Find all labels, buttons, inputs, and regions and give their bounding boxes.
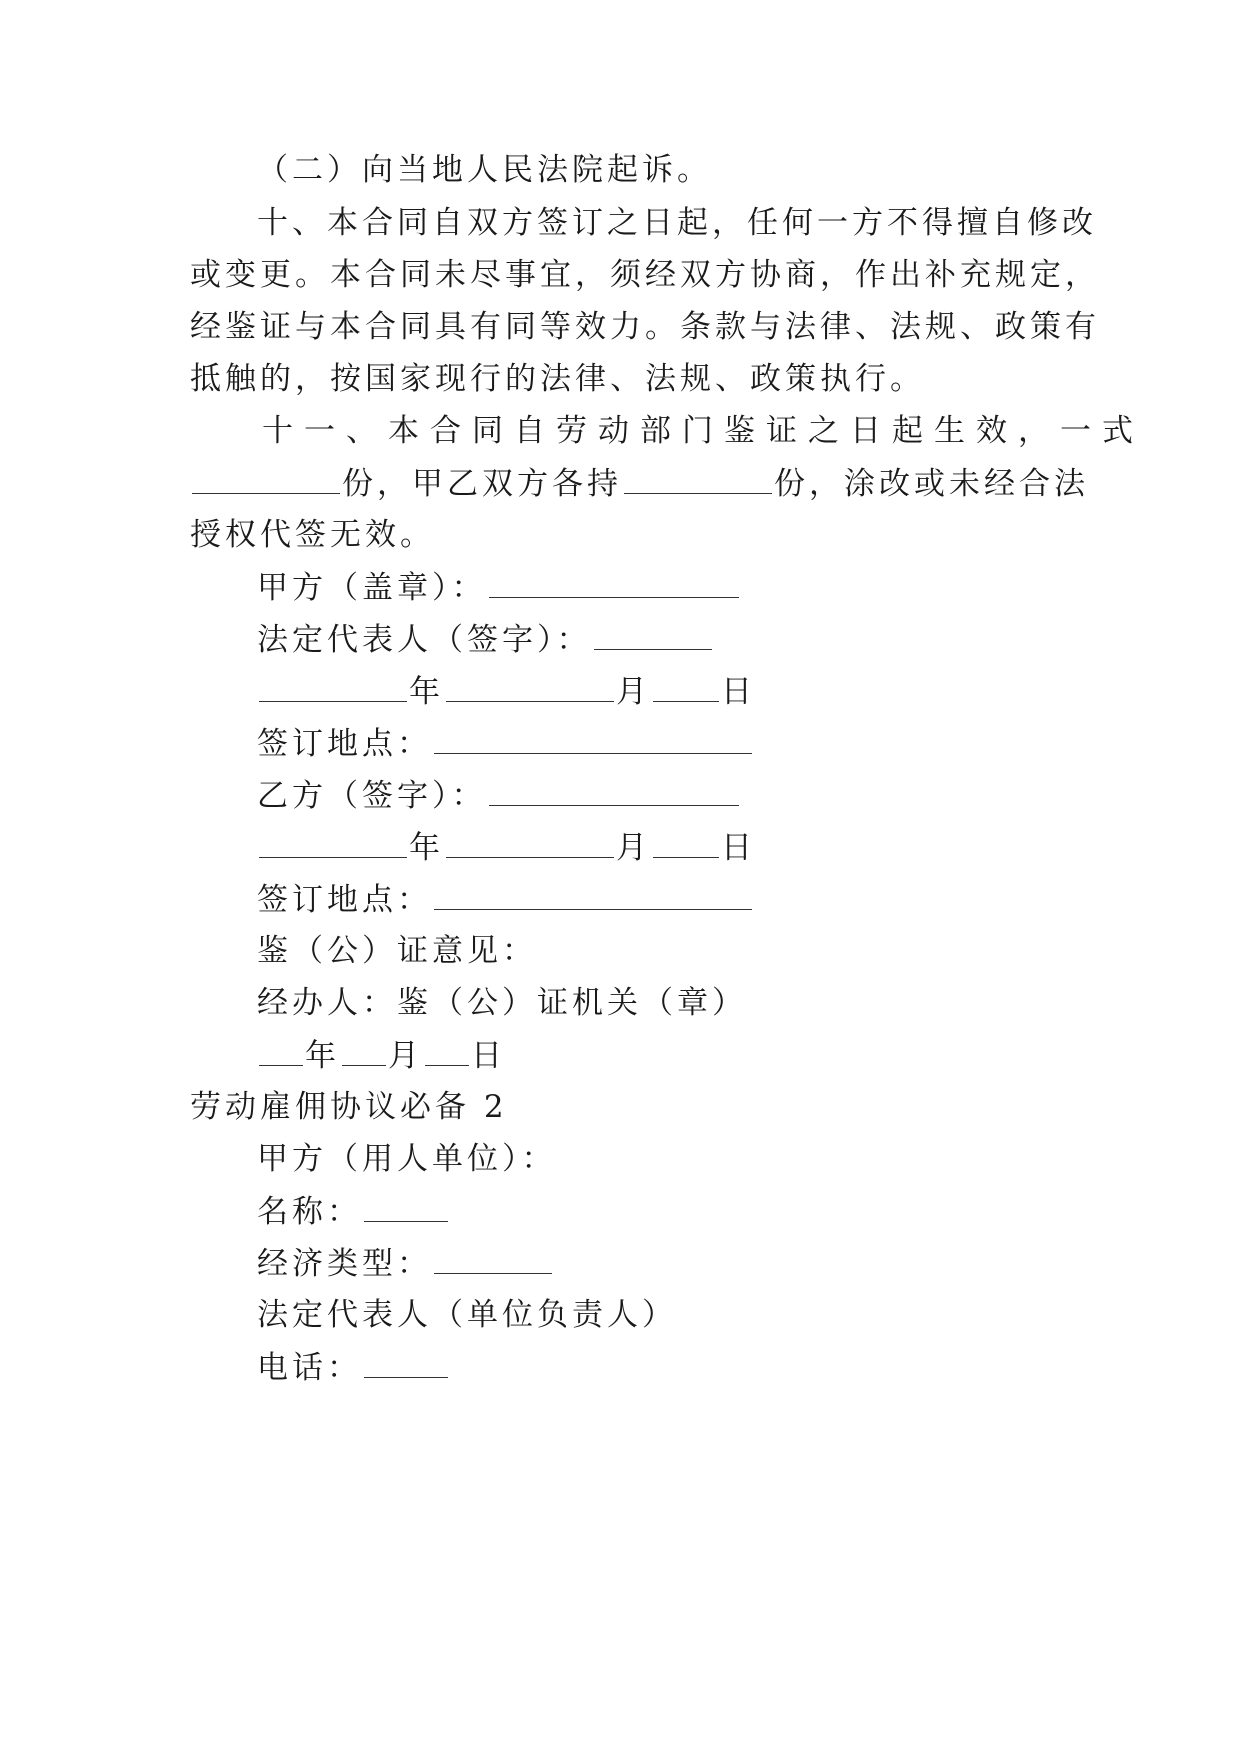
clause-10-line-2: 或变更。本合同未尽事宜，须经双方协商，作出补充规定， — [190, 257, 1100, 293]
sign-place-row-1: 签订地点： — [257, 723, 754, 764]
clause-11-line-3: 授权代签无效。 — [190, 517, 435, 553]
handler-row: 经办人：鉴（公）证机关（章） — [257, 985, 747, 1021]
party-a-seal-blank[interactable] — [489, 567, 739, 598]
date-row-1: 年 月 日 — [257, 671, 756, 712]
clause-11-line-1: 十一、本合同自劳动部门鉴证之日起生效，一式 — [262, 413, 1144, 449]
econ-type-row: 经济类型： — [257, 1243, 554, 1284]
clause-11-line-2: 份，甲乙双方各持 份，涂改或未经合法 — [190, 463, 1089, 504]
name-row: 名称： — [257, 1191, 450, 1232]
month-blank[interactable] — [446, 827, 614, 858]
section-title: 劳动雇佣协议必备 2 — [190, 1089, 508, 1125]
date-row-3: 年 月 日 — [257, 1035, 506, 1076]
year-blank[interactable] — [259, 1035, 303, 1066]
notary-opinion: 鉴（公）证意见： — [257, 933, 537, 969]
clause-10-line-3: 经鉴证与本合同具有同等效力。条款与法律、法规、政策有 — [190, 309, 1100, 345]
sign-place-blank[interactable] — [434, 879, 752, 910]
party-b-sign-row: 乙方（签字）： — [257, 775, 741, 816]
sign-place-blank[interactable] — [434, 723, 752, 754]
month-blank[interactable] — [446, 671, 614, 702]
econ-type-blank[interactable] — [434, 1243, 552, 1274]
legal-rep-sign-blank[interactable] — [594, 619, 712, 650]
year-blank[interactable] — [259, 671, 407, 702]
name-blank[interactable] — [364, 1191, 448, 1222]
employer-row: 甲方（用人单位）： — [257, 1141, 557, 1177]
copies-each-blank[interactable] — [624, 463, 772, 494]
phone-blank[interactable] — [364, 1347, 448, 1378]
sign-place-row-2: 签订地点： — [257, 879, 754, 920]
clause-10-line-4: 抵触的，按国家现行的法律、法规、政策执行。 — [190, 361, 925, 397]
clause-10-line-1: 十、本合同自双方签订之日起，任何一方不得擅自修改 — [257, 205, 1097, 241]
copies-blank[interactable] — [192, 463, 340, 494]
month-blank[interactable] — [342, 1035, 386, 1066]
date-row-2: 年 月 日 — [257, 827, 756, 868]
day-blank[interactable] — [425, 1035, 469, 1066]
clause-2-item: （二）向当地人民法院起诉。 — [257, 152, 712, 188]
day-blank[interactable] — [653, 827, 719, 858]
year-blank[interactable] — [259, 827, 407, 858]
legal-rep-unit-row: 法定代表人（单位负责人） — [257, 1297, 677, 1333]
phone-row: 电话： — [257, 1347, 450, 1388]
party-b-sign-blank[interactable] — [489, 775, 739, 806]
legal-rep-sign-row: 法定代表人（签字）： — [257, 619, 714, 660]
party-a-seal-row: 甲方（盖章）： — [257, 567, 741, 608]
day-blank[interactable] — [653, 671, 719, 702]
